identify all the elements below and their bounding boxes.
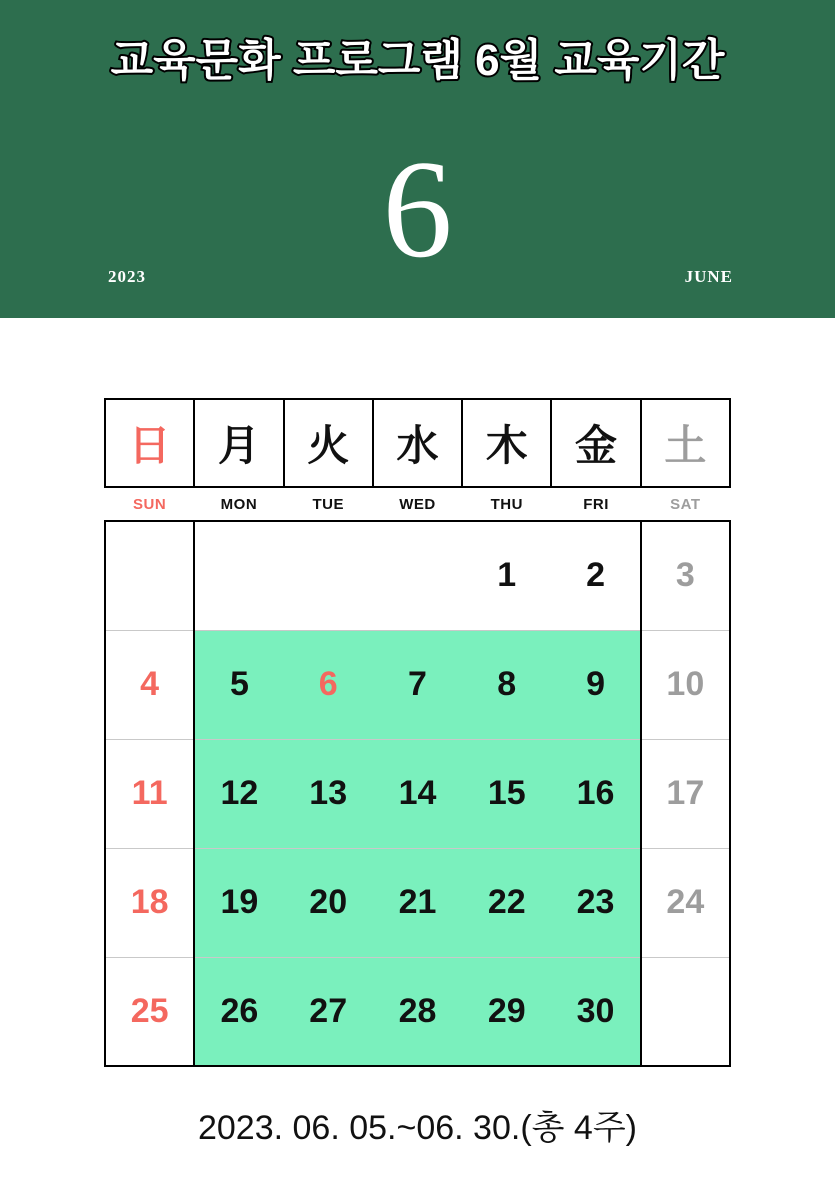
kanji-header-thu: 木 — [462, 399, 551, 487]
day-cell[interactable]: 2 — [551, 521, 640, 630]
abbr-header-tue: TUE — [284, 487, 373, 521]
abbr-header-sat: SAT — [641, 487, 730, 521]
day-cell[interactable]: 5 — [194, 630, 283, 739]
header-month-name: JUNE — [684, 267, 733, 286]
period-caption: 2023. 06. 05.~06. 30.(총 4주) — [197, 1109, 638, 1147]
day-cell[interactable]: 10 — [641, 630, 730, 739]
poster-header — [0, 0, 835, 318]
day-cell[interactable]: 30 — [551, 957, 640, 1066]
kanji-header-sat: 土 — [641, 399, 730, 487]
calendar — [104, 398, 731, 1067]
kanji-header-mon: 月 — [194, 399, 283, 487]
day-cell[interactable]: 27 — [284, 957, 373, 1066]
abbr-header-sun: SUN — [105, 487, 194, 521]
day-cell[interactable]: 15 — [462, 739, 551, 848]
day-cell[interactable]: 19 — [194, 848, 283, 957]
day-cell[interactable]: 9 — [551, 630, 640, 739]
day-cell[interactable]: 24 — [641, 848, 730, 957]
calendar-kanji-header-row — [105, 399, 730, 487]
day-cell[interactable]: 1 — [462, 521, 551, 630]
kanji-header-wed: 水 — [373, 399, 462, 487]
calendar-week-row — [105, 521, 730, 630]
day-cell[interactable]: 29 — [462, 957, 551, 1066]
day-cell[interactable]: 3 — [641, 521, 730, 630]
day-cell[interactable]: 6 — [284, 630, 373, 739]
header-year: 2023 — [108, 267, 146, 286]
day-cell[interactable]: 26 — [194, 957, 283, 1066]
abbr-header-mon: MON — [194, 487, 283, 521]
abbr-header-thu: THU — [462, 487, 551, 521]
calendar-week-row — [105, 848, 730, 957]
day-cell[interactable]: 4 — [105, 630, 194, 739]
day-cell[interactable]: 17 — [641, 739, 730, 848]
day-cell[interactable]: 12 — [194, 739, 283, 848]
day-cell[interactable]: 14 — [373, 739, 462, 848]
abbr-header-fri: FRI — [551, 487, 640, 521]
day-cell[interactable]: 21 — [373, 848, 462, 957]
calendar-abbr-header-row — [105, 487, 730, 521]
day-cell[interactable]: 11 — [105, 739, 194, 848]
day-cell[interactable] — [105, 521, 194, 630]
day-cell[interactable]: 18 — [105, 848, 194, 957]
kanji-header-fri: 金 — [551, 399, 640, 487]
day-cell[interactable]: 8 — [462, 630, 551, 739]
big-month-number: 6 — [382, 132, 453, 287]
calendar-week-row — [105, 957, 730, 1066]
day-cell[interactable]: 28 — [373, 957, 462, 1066]
day-cell[interactable]: 13 — [284, 739, 373, 848]
day-cell[interactable]: 16 — [551, 739, 640, 848]
day-cell[interactable] — [373, 521, 462, 630]
page-title: 교육문화 프로그램 6월 교육기간 — [110, 36, 725, 85]
calendar-table — [104, 398, 731, 1067]
day-cell[interactable]: 25 — [105, 957, 194, 1066]
calendar-week-row — [105, 739, 730, 848]
day-cell[interactable]: 22 — [462, 848, 551, 957]
kanji-header-tue: 火 — [284, 399, 373, 487]
kanji-header-sun: 日 — [105, 399, 194, 487]
abbr-header-wed: WED — [373, 487, 462, 521]
day-cell[interactable] — [194, 521, 283, 630]
calendar-week-row — [105, 630, 730, 739]
day-cell[interactable]: 23 — [551, 848, 640, 957]
day-cell[interactable] — [284, 521, 373, 630]
day-cell[interactable]: 7 — [373, 630, 462, 739]
day-cell[interactable] — [641, 957, 730, 1066]
day-cell[interactable]: 20 — [284, 848, 373, 957]
